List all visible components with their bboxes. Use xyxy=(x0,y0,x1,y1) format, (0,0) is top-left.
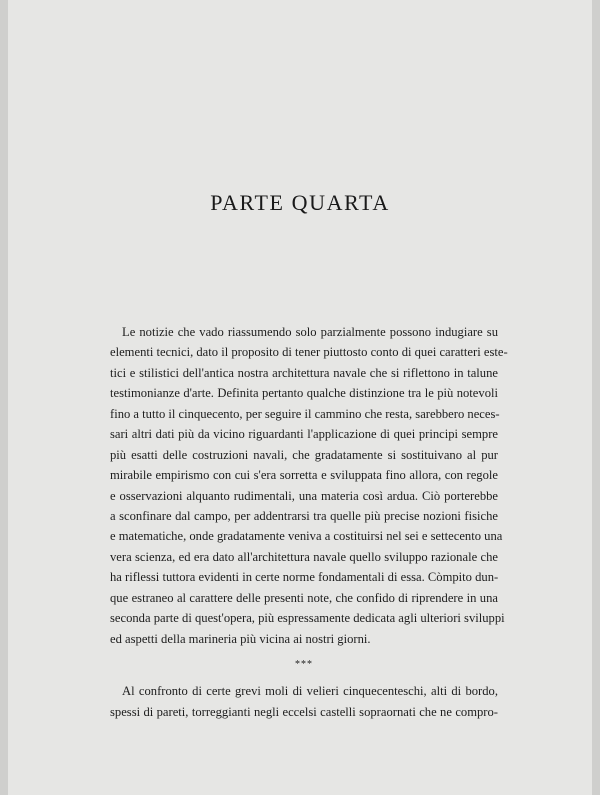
text-line: ed aspetti della marineria più vicina ai nostri giorni. xyxy=(110,631,371,646)
text-line: testimonianze d'arte. Definita pertanto qualche distinzione tra le più notevoli xyxy=(110,386,498,401)
text-line: a sconfinare dal campo, per addentrarsi tra quelle più precise nozioni fisiche xyxy=(110,508,498,523)
text-line: tici e stilistici dell'antica nostra architettura navale che si riflettono in talune xyxy=(110,365,498,380)
text-line: mirabile empirismo con cui s'era sorretta e sviluppata fino allora, con regole xyxy=(110,468,498,483)
chapter-title: PARTE QUARTA xyxy=(210,190,390,215)
paragraph-1 xyxy=(110,322,508,649)
text-line: vera scienza, ed era dato all'architettura navale quello sviluppo razionale che xyxy=(110,549,498,564)
text-line: seconda parte di quest'opera, più espressamente dedicata agli ulteriori sviluppi xyxy=(110,611,505,626)
section-separator: *** xyxy=(295,659,313,670)
book-page xyxy=(8,0,592,795)
text-line: ha riflessi tuttora evidenti in certe norme fondamentali di essa. Còmpito dun- xyxy=(110,570,499,585)
text-line: spessi di pareti, torreggianti negli eccelsi castelli sopraornati che ne compro- xyxy=(110,704,498,719)
text-line: que estraneo al carattere delle presenti note, che confido di riprendere in una xyxy=(110,590,498,605)
paragraph-2 xyxy=(110,681,498,722)
text-line: Al confronto di certe grevi moli di velieri cinquecenteschi, alti di bordo, xyxy=(122,684,498,699)
text-line: elementi tecnici, dato il proposito di tener piuttosto conto di quei caratteri este- xyxy=(110,345,508,360)
text-line: più esatti delle costruzioni navali, che gradatamente si sostituivano al pur xyxy=(110,447,498,462)
text-line: sari altri dati più da vicino riguardanti l'applicazione di quei principi sempre xyxy=(110,427,498,442)
text-line: e matematiche, onde gradatamente veniva a costituirsi nel sei e settecento una xyxy=(110,529,503,544)
text-line: e osservazioni alquanto rudimentali, una materia così ardua. Ciò porterebbe xyxy=(110,488,498,503)
text-line: fino a tutto il cinquecento, per seguire il cammino che resta, sarebbero neces- xyxy=(110,406,500,421)
text-line: Le notizie che vado riassumendo solo parzialmente possono indugiare su xyxy=(122,325,498,339)
body-text xyxy=(110,322,508,722)
